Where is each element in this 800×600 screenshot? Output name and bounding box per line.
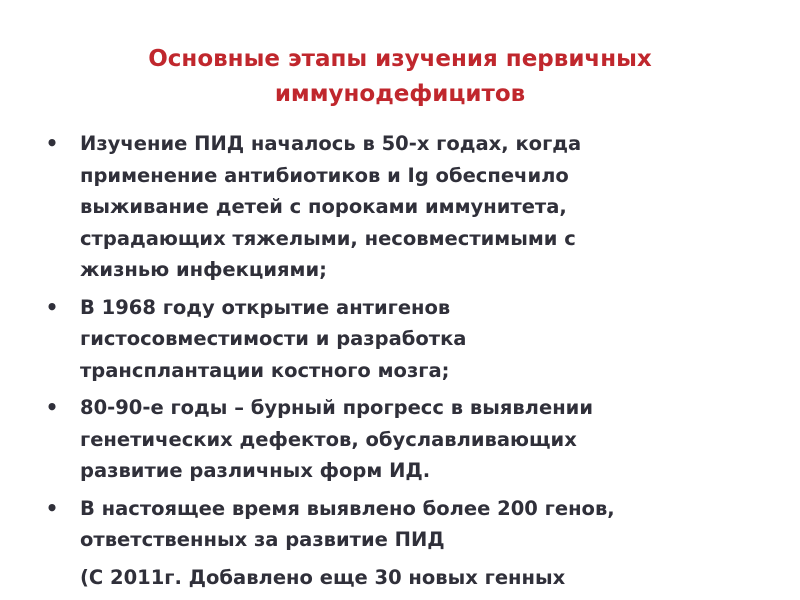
bullet-marker: • xyxy=(45,131,59,155)
bullet-list xyxy=(40,128,700,593)
bullet-marker: • xyxy=(45,395,59,419)
bullet-item-4 xyxy=(40,493,700,556)
bullet-item-3 xyxy=(40,392,700,487)
bullet-marker: • xyxy=(45,495,59,520)
bullet-item-1 xyxy=(40,128,700,286)
bullet-text: 80-90-е годы – бурный прогресс в выявлении генетических дефектов, обуславливающих развитие различных форм ИД. xyxy=(80,396,593,482)
bullet-text: Изучение ПИД началось в 50-х годах, когда применение антибиотиков и Ig обеспечило выживание детей с пороками иммунитета, страдающих тяжелыми, несовместимыми с жизнью инфекциями; xyxy=(80,132,582,281)
bullet-marker: • xyxy=(45,294,59,319)
bullet-item-2 xyxy=(40,292,700,387)
continuation-line xyxy=(40,562,700,594)
slide-title-text: Основные этапы изучения первичных иммунодефицитов xyxy=(148,46,652,107)
bullet-text: В 1968 году открытие антигенов гистосовместимости и разработка трансплантации костного мозга; xyxy=(80,295,467,382)
bullet-text: В настоящее время выявлено более 200 генов, ответственных за развитие ПИД xyxy=(80,496,615,551)
continuation-text: (С 2011г. Добавлено еще 30 новых генных xyxy=(80,565,566,589)
slide-title xyxy=(60,42,740,112)
